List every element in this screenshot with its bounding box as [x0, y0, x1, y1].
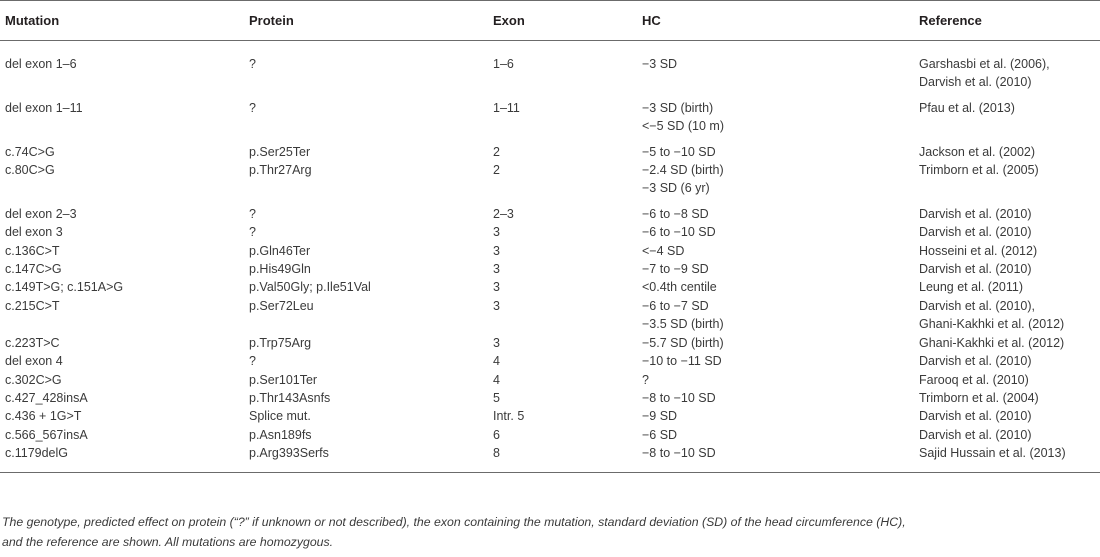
cell-protein: ? — [249, 206, 256, 221]
cell-exon: 4 — [493, 372, 500, 387]
cell-exon: 6 — [493, 427, 500, 442]
cell-exon: 3 — [493, 280, 500, 295]
cell-hc-line: −5 to −10 SD — [642, 144, 716, 159]
cell-reference-line: Garshasbi et al. (2006), — [919, 57, 1050, 71]
cell-protein: p.Arg393Serfs — [249, 446, 329, 461]
cell-protein: p.Thr27Arg — [249, 163, 312, 178]
cell-exon: Intr. 5 — [493, 409, 525, 424]
cell-reference — [914, 198, 1100, 223]
cell-reference — [914, 223, 1100, 241]
cell-reference-line: Farooq et al. (2010) — [919, 372, 1029, 387]
cell-reference — [914, 297, 1100, 334]
cell-reference-line: Sajid Hussain et al. (2013) — [919, 446, 1066, 461]
cell-reference — [914, 389, 1100, 407]
cell-protein: p.His49Gln — [249, 262, 311, 277]
cell-reference — [914, 407, 1100, 425]
cell-reference-line: Trimborn et al. (2004) — [919, 390, 1039, 405]
cell-mutation: del exon 4 — [5, 354, 63, 369]
cell-hc-line: −8 to −10 SD — [642, 446, 716, 461]
cell-reference — [914, 352, 1100, 370]
cell-hc-line: −9 SD — [642, 409, 678, 424]
cell-mutation: c.136C>T — [5, 243, 60, 258]
header-exon: Exon — [493, 13, 525, 28]
caption-line: and the reference are shown. All mutations are homozygous. — [2, 535, 334, 549]
cell-hc — [637, 352, 914, 370]
cell-mutation: del exon 3 — [5, 225, 63, 240]
cell-mutation: c.302C>G — [5, 372, 62, 387]
cell-reference — [914, 260, 1100, 278]
cell-protein: p.Ser101Ter — [249, 372, 318, 387]
cell-mutation: c.215C>T — [5, 298, 60, 313]
table-row — [0, 371, 1100, 389]
cell-hc-line: −7 to −9 SD — [642, 262, 709, 277]
cell-hc — [637, 260, 914, 278]
cell-mutation: del exon 1–11 — [5, 100, 83, 115]
cell-reference — [914, 136, 1100, 161]
header-protein: Protein — [249, 13, 294, 28]
header-reference: Reference — [919, 13, 982, 28]
cell-hc — [637, 223, 914, 241]
cell-mutation: c.149T>G; c.151A>G — [5, 280, 124, 295]
table-row — [0, 242, 1100, 260]
table-row — [0, 389, 1100, 407]
cell-exon: 2 — [493, 144, 500, 159]
cell-exon: 3 — [493, 225, 500, 240]
table-row — [0, 297, 1100, 334]
cell-hc — [637, 407, 914, 425]
cell-mutation: c.566_567insA — [5, 427, 88, 442]
cell-mutation: c.74C>G — [5, 144, 55, 159]
cell-protein: ? — [249, 57, 256, 71]
cell-exon: 3 — [493, 298, 500, 313]
cell-mutation: del exon 2–3 — [5, 206, 77, 221]
cell-mutation: c.223T>C — [5, 335, 60, 350]
table-row — [0, 407, 1100, 425]
cell-hc — [637, 198, 914, 223]
cell-exon: 2–3 — [493, 206, 514, 221]
cell-reference-line: Darvish et al. (2010) — [919, 206, 1032, 221]
cell-mutation: c.147C>G — [5, 262, 62, 277]
cell-protein: ? — [249, 354, 256, 369]
cell-hc-line: −2.4 SD (birth) — [642, 163, 724, 178]
cell-exon: 2 — [493, 163, 500, 178]
cell-hc-line: −6 to −10 SD — [642, 225, 716, 240]
cell-hc — [637, 444, 914, 472]
cell-reference — [914, 371, 1100, 389]
cell-exon: 4 — [493, 354, 500, 369]
table-caption — [2, 512, 1098, 552]
cell-exon: 3 — [493, 243, 500, 258]
cell-protein: ? — [249, 225, 256, 240]
cell-reference — [914, 242, 1100, 260]
table-row — [0, 352, 1100, 370]
header-mutation: Mutation — [5, 13, 60, 28]
cell-reference-line: Ghani-Kakhki et al. (2012) — [919, 335, 1065, 350]
cell-hc-line: −5.7 SD (birth) — [642, 335, 724, 350]
cell-hc-line: <−5 SD (10 m) — [642, 119, 724, 134]
cell-hc-line: <−4 SD — [642, 243, 685, 258]
cell-hc — [637, 426, 914, 444]
cell-reference-line: Hosseini et al. (2012) — [919, 243, 1038, 258]
cell-exon: 3 — [493, 335, 500, 350]
cell-hc — [637, 136, 914, 161]
table-row — [0, 223, 1100, 241]
cell-exon: 8 — [493, 446, 500, 461]
cell-hc-line: −10 to −11 SD — [642, 354, 722, 369]
caption-line: The genotype, predicted effect on protein (“?” if unknown or not described), the exon containing the mutation, standard deviation (SD) of the head circumference (HC), — [2, 515, 906, 529]
cell-hc — [637, 161, 914, 198]
cell-hc — [637, 242, 914, 260]
cell-reference — [914, 334, 1100, 352]
table-row — [0, 444, 1100, 472]
table-row — [0, 278, 1100, 296]
table-row — [0, 161, 1100, 198]
cell-reference-line: Darvish et al. (2010), — [919, 298, 1036, 313]
cell-hc — [637, 371, 914, 389]
cell-mutation: c.80C>G — [5, 163, 55, 178]
cell-reference-line: Darvish et al. (2010) — [919, 409, 1032, 424]
cell-hc — [637, 278, 914, 296]
cell-hc — [637, 297, 914, 334]
cell-reference — [914, 278, 1100, 296]
cell-exon: 1–11 — [493, 100, 520, 115]
table-row — [0, 260, 1100, 278]
cell-hc-line: −8 to −10 SD — [642, 390, 716, 405]
cell-reference — [914, 161, 1100, 198]
cell-reference — [914, 92, 1100, 136]
cell-hc-line: −6 SD — [642, 427, 678, 442]
cell-exon: 1–6 — [493, 57, 514, 71]
cell-hc-line: <0.4th centile — [642, 280, 717, 295]
cell-reference-line: Darvish et al. (2010) — [919, 427, 1032, 442]
cell-mutation: c.427_428insA — [5, 390, 88, 405]
cell-reference-line: Pfau et al. (2013) — [919, 100, 1015, 115]
cell-hc — [637, 389, 914, 407]
table-body — [0, 41, 1100, 473]
table-row — [0, 334, 1100, 352]
table-header — [0, 1, 1100, 41]
cell-reference-line: Darvish et al. (2010) — [919, 354, 1032, 369]
cell-hc-line: −3.5 SD (birth) — [642, 317, 724, 332]
cell-protein: p.Val50Gly; p.Ile51Val — [249, 280, 371, 295]
table-row — [0, 136, 1100, 161]
cell-reference-line: Jackson et al. (2002) — [919, 144, 1036, 159]
cell-protein: p.Thr143Asnfs — [249, 390, 331, 405]
cell-protein: ? — [249, 100, 256, 115]
cell-reference — [914, 41, 1100, 92]
cell-hc — [637, 334, 914, 352]
table-row — [0, 426, 1100, 444]
header-hc: HC — [642, 13, 661, 28]
cell-hc — [637, 41, 914, 92]
cell-exon: 5 — [493, 390, 500, 405]
cell-reference-line: Darvish et al. (2010) — [919, 75, 1032, 90]
cell-mutation: c.436 + 1G>T — [5, 409, 82, 424]
cell-reference — [914, 426, 1100, 444]
cell-reference-line: Darvish et al. (2010) — [919, 262, 1032, 277]
cell-reference-line: Ghani-Kakhki et al. (2012) — [919, 317, 1065, 332]
header-row — [0, 1, 1100, 41]
table-row — [0, 92, 1100, 136]
cell-hc — [637, 92, 914, 136]
cell-reference-line: Trimborn et al. (2005) — [919, 163, 1039, 178]
cell-hc-line: ? — [642, 372, 649, 387]
cell-reference-line: Darvish et al. (2010) — [919, 225, 1032, 240]
cell-reference-line: Leung et al. (2011) — [919, 280, 1024, 295]
cell-protein: p.Ser25Ter — [249, 144, 311, 159]
cell-hc-line: −3 SD (6 yr) — [642, 181, 710, 196]
cell-protein: Splice mut. — [249, 409, 311, 424]
cell-protein: p.Asn189fs — [249, 427, 312, 442]
table-row — [0, 198, 1100, 223]
cell-hc-line: −3 SD (birth) — [642, 100, 714, 115]
cell-protein: p.Ser72Leu — [249, 298, 314, 313]
cell-protein: p.Gln46Ter — [249, 243, 311, 258]
cell-hc-line: −6 to −8 SD — [642, 206, 709, 221]
cell-protein: p.Trp75Arg — [249, 335, 312, 350]
cell-mutation: c.1179delG — [5, 446, 69, 461]
table-row — [0, 41, 1100, 92]
cell-mutation: del exon 1–6 — [5, 57, 77, 71]
cell-exon: 3 — [493, 262, 500, 277]
cell-hc-line: −6 to −7 SD — [642, 298, 709, 313]
cell-reference — [914, 444, 1100, 472]
cell-hc-line: −3 SD — [642, 57, 678, 71]
